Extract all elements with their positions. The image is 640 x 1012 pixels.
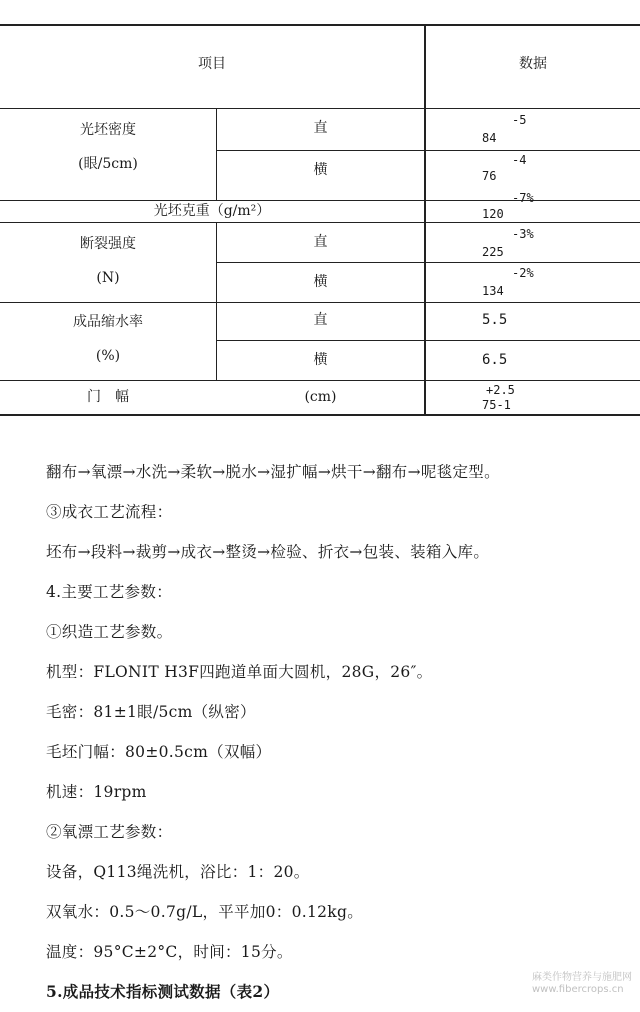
row-label: 成品缩水率 [73, 314, 143, 330]
parameter-line: 设备，Q113绳洗机，浴比：1：20。 [46, 863, 310, 881]
subsection-heading: ①织造工艺参数。 [46, 623, 173, 641]
table-rule [0, 222, 640, 223]
value: 5.5 [482, 312, 508, 328]
value: 75-1 [482, 398, 511, 412]
tolerance: -2% [512, 266, 534, 280]
document-body [46, 452, 626, 1012]
value: 6.5 [482, 352, 508, 368]
process-flow-line: 翻布→氧漂→水洗→柔软→脱水→湿扩幅→烘干→翻布→呢毯定型。 [46, 463, 500, 481]
row-direction: 横 [313, 352, 328, 368]
table-rule [216, 150, 640, 151]
value: 76 [482, 169, 497, 183]
header-data: 数据 [519, 56, 547, 72]
row-label: 断裂强度 [80, 236, 136, 252]
property-table [0, 0, 640, 420]
parameter-line: 机速：19rpm [46, 783, 147, 801]
row-label: 光坯密度 [80, 122, 136, 138]
watermark-line: 麻类作物营养与施肥网 [532, 972, 632, 983]
value: 120 [482, 207, 504, 221]
section-heading: 5.成品技术指标测试数据（表2） [46, 982, 280, 1001]
parameter-line: 机型：FLONIT H3F四跑道单面大圆机，28G，26″。 [46, 663, 433, 681]
watermark [532, 972, 632, 996]
row-direction: 横 [313, 162, 328, 178]
table-column-divider [424, 24, 426, 416]
tolerance: -4 [512, 153, 527, 167]
table-top-border [0, 24, 640, 26]
tolerance: -7% [512, 191, 534, 205]
value: 225 [482, 245, 504, 259]
table-bottom-border [0, 414, 640, 416]
parameter-line: 温度：95°C±2°C，时间：15分。 [46, 943, 293, 961]
parameter-line: 毛密：81±1眼/5cm（纵密） [46, 703, 256, 721]
tolerance: -3% [512, 227, 534, 241]
watermark-url: www.fibercrops.cn [532, 984, 624, 995]
section-heading: ③成衣工艺流程： [46, 503, 173, 521]
tolerance: -5 [512, 113, 527, 127]
row-direction: 直 [313, 312, 328, 328]
table-rule [216, 262, 640, 263]
table-rule [0, 200, 640, 201]
parameter-line: 双氧水：0.5～0.7g/L，平平加0：0.12kg。 [46, 903, 364, 921]
subsection-heading: ②氧漂工艺参数： [46, 823, 173, 841]
tolerance: +2.5 [486, 383, 515, 397]
table-header-rule [0, 108, 640, 109]
process-flow-line: 坯布→段料→裁剪→成衣→整烫→检验、折衣→包装、装箱入库。 [46, 543, 490, 561]
row-label-unit: (眼/5cm) [78, 156, 138, 172]
row-label-unit: (N) [96, 270, 120, 286]
parameter-line: 毛坯门幅：80±0.5cm（双幅） [46, 743, 272, 761]
row-label-unit: (%) [95, 348, 121, 364]
row-direction: 横 [313, 274, 328, 290]
row-label: 光坯克重（g/m²） [153, 203, 271, 219]
row-label: 门 幅 [87, 389, 129, 405]
row-unit: (cm) [304, 389, 337, 405]
row-direction: 直 [313, 234, 328, 250]
table-rule [216, 340, 640, 341]
section-heading: 4.主要工艺参数： [46, 583, 172, 601]
value: 84 [482, 131, 497, 145]
row-direction: 直 [313, 120, 328, 136]
header-item: 项目 [198, 56, 226, 72]
table-rule [0, 302, 640, 303]
value: 134 [482, 284, 504, 298]
table-rule [0, 380, 640, 381]
